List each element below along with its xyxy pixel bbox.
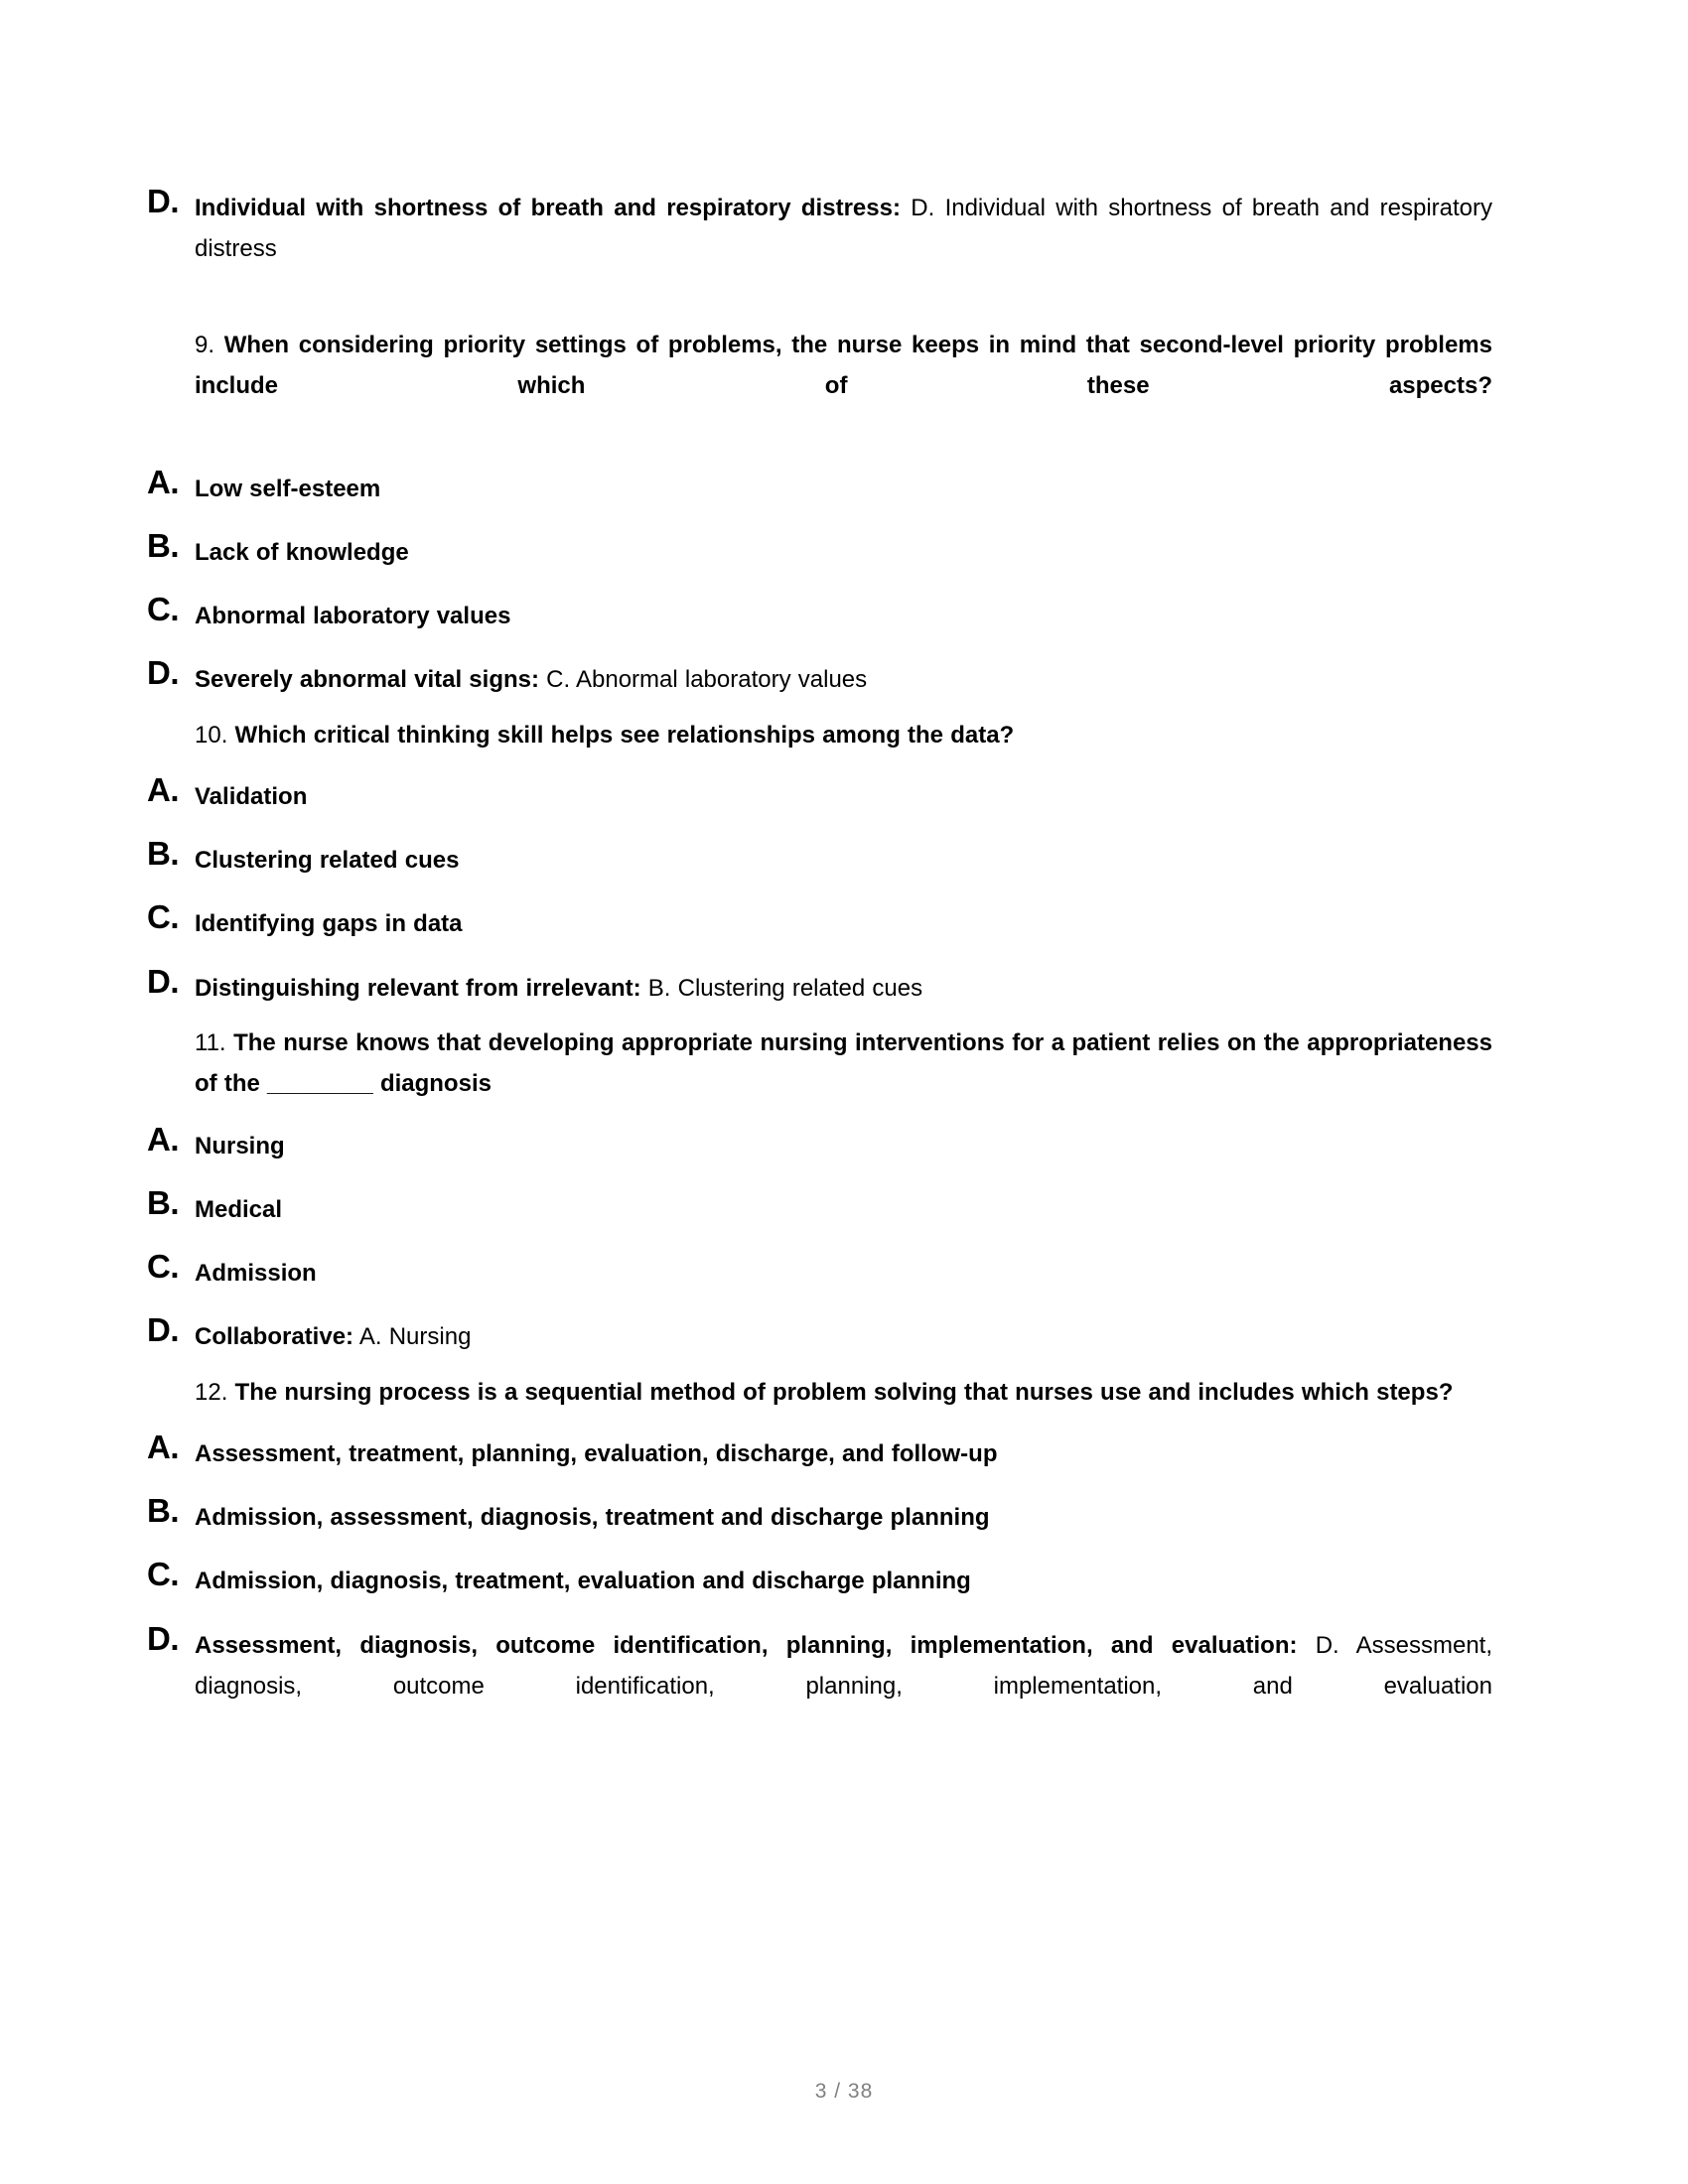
answer-text: A. Nursing (353, 1323, 472, 1351)
option-body (195, 466, 1492, 509)
question-stem (195, 325, 1492, 448)
answer-option (147, 1250, 1492, 1294)
option-letter: D. (147, 654, 179, 692)
option-text: Clustering related cues (195, 847, 460, 875)
answer-option (147, 1313, 1492, 1357)
page-number-footer: 3 / 38 (814, 2080, 874, 2103)
answer-option (147, 770, 1492, 817)
option-text: Collaborative: (195, 1323, 354, 1351)
option-body (195, 1494, 1492, 1538)
option-text: Validation (195, 782, 308, 810)
option-text: Admission, assessment, diagnosis, treatment and discharge planning (195, 1504, 990, 1532)
option-text: Admission (195, 1260, 317, 1288)
option-body (195, 1123, 1492, 1166)
option-body (195, 1622, 1492, 1748)
option-body (195, 900, 1492, 944)
question-number: 9. (195, 331, 215, 358)
question-text: The nursing process is a sequential method of problem solving that nurses use and includes which steps? (227, 1378, 1454, 1406)
option-letter: B. (147, 1492, 179, 1530)
option-body (195, 837, 1492, 881)
option-body (195, 773, 1492, 817)
answer-option (147, 1558, 1492, 1601)
question-text: Which critical thinking skill helps see relationships among the data? (227, 721, 1015, 749)
question-stem (195, 715, 1492, 755)
option-body (195, 1558, 1492, 1601)
option-body (195, 1250, 1492, 1294)
option-text: Assessment, diagnosis, outcome identification, planning, implementation, and evaluation: (195, 1631, 1298, 1659)
option-letter: D. (147, 183, 179, 219)
option-letter: A. (147, 463, 179, 500)
option-body (195, 185, 1492, 311)
option-body (195, 1313, 1492, 1357)
option-letter: C. (147, 1556, 179, 1593)
question-number: 11. (195, 1028, 226, 1056)
answer-text: D. Assessment, diagnosis, outcome identification, planning, implementation, and evaluation (195, 1631, 1492, 1700)
question-number: 10. (195, 721, 228, 749)
option-letter: A. (147, 770, 179, 808)
option-body (195, 1186, 1492, 1230)
question-text: When considering priority settings of problems, the nurse keeps in mind that second-level priority problems include which of these aspects? (195, 331, 1492, 400)
option-letter: C. (147, 591, 179, 628)
answer-option (147, 900, 1492, 944)
answer-text: C. Abnormal laboratory values (538, 666, 868, 694)
answer-option (147, 656, 1492, 700)
option-text: Lack of knowledge (195, 538, 409, 566)
option-letter: C. (147, 898, 179, 936)
answer-option (147, 185, 1492, 311)
option-letter: D. (147, 1619, 179, 1657)
option-text: Medical (195, 1195, 283, 1223)
answer-option (147, 837, 1492, 881)
option-letter: C. (147, 1248, 179, 1286)
answer-option (147, 1183, 1492, 1230)
option-body (195, 656, 1492, 700)
answer-option (147, 1619, 1492, 1748)
option-text: Admission, diagnosis, treatment, evaluation and discharge planning (195, 1568, 971, 1595)
option-body (195, 529, 1492, 573)
answer-option (147, 962, 1492, 1009)
option-letter: B. (147, 835, 179, 873)
option-letter: B. (147, 1183, 179, 1221)
option-letter: D. (147, 962, 179, 1000)
option-body (195, 1431, 1492, 1474)
question-stem (195, 1023, 1492, 1105)
option-text: Nursing (195, 1132, 285, 1160)
answer-option (147, 593, 1492, 636)
option-body (195, 593, 1492, 636)
option-text: Distinguishing relevant from irrelevant: (195, 974, 641, 1002)
option-letter: A. (147, 1428, 179, 1465)
option-text: Identifying gaps in data (195, 910, 463, 938)
answer-option (147, 1120, 1492, 1166)
option-text: Assessment, treatment, planning, evaluation, discharge, and follow-up (195, 1439, 998, 1467)
question-text: The nurse knows that developing appropriate nursing interventions for a patient relies on the appropriateness of the ________ diagnosis (195, 1028, 1492, 1098)
option-text: Individual with shortness of breath and respiratory distress: (195, 195, 901, 221)
option-text: Low self-esteem (195, 475, 381, 502)
question-number: 12. (195, 1378, 228, 1406)
answer-text: D. Individual with shortness of breath and respiratory distress (195, 195, 1493, 263)
answer-option (147, 463, 1492, 509)
document-body (147, 185, 1492, 1767)
option-text: Severely abnormal vital signs: (195, 666, 539, 694)
option-body (195, 965, 1492, 1009)
answer-text: B. Clustering related cues (640, 974, 923, 1002)
option-text: Abnormal laboratory values (195, 603, 511, 630)
option-letter: D. (147, 1311, 179, 1349)
option-letter: B. (147, 526, 179, 564)
answer-option (147, 526, 1492, 573)
answer-option (147, 1428, 1492, 1474)
answer-option (147, 1494, 1492, 1538)
option-letter: A. (147, 1120, 179, 1158)
question-stem (195, 1372, 1492, 1413)
